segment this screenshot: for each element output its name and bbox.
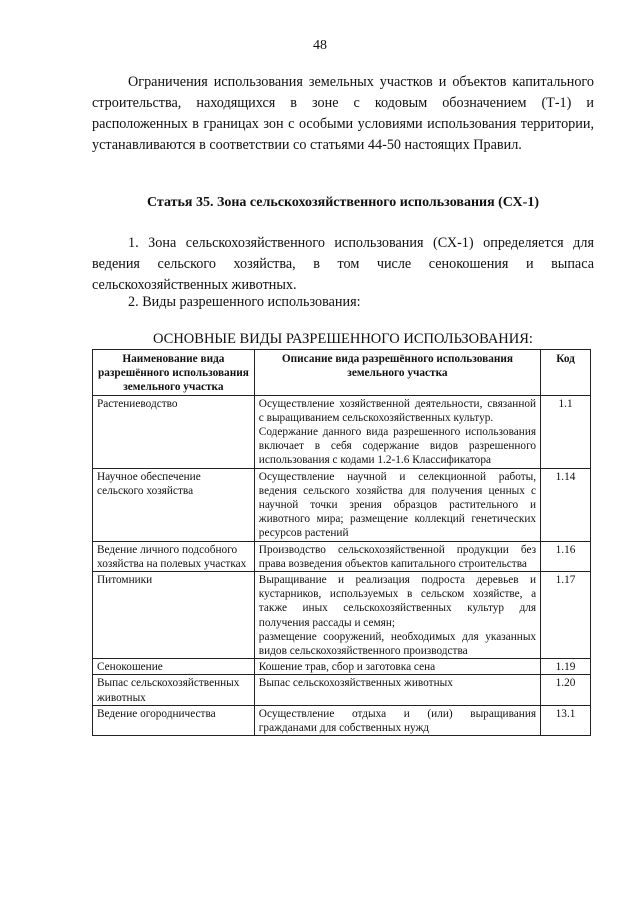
table-row [93,659,591,675]
table-row [93,541,591,571]
table-header-row [93,350,591,396]
table-title: ОСНОВНЫЕ ВИДЫ РАЗРЕШЕННОГО ИСПОЛЬЗОВАНИЯ: [153,331,533,347]
page-number: 48 [313,38,327,53]
row-code: 1.1 [541,395,591,468]
row-code: 1.14 [541,468,591,541]
article-heading: Статья 35. Зона сельскохозяйственного использования (СХ-1) [147,195,539,210]
table-row [93,675,591,705]
table-row [93,705,591,735]
row-code: 1.17 [541,572,591,659]
row-description-part: Содержание данного вида разрешенного использования включает в себя содержание видов разрешенного использования с кодами 1.2-1.6 Классификатора [258,426,537,467]
table-row [93,395,591,468]
paragraph-use-types: 2. Виды разрешенного использования: [128,294,361,310]
row-description-part: размещение сооружений, необходимых для указанных видов сельскохозяйственного производства [258,630,537,658]
row-description-part: Осуществление хозяйственной деятельности, связанной с выращиванием сельскохозяйственных культур. [258,397,537,424]
row-code: 1.19 [541,659,591,675]
row-description: Кошение трав, сбор и заготовка сена [254,659,540,675]
header-description: Описание вида разрешённого использования земельного участка [254,350,540,396]
paragraph-restrictions: Ограничения использования земельных участков и объектов капитального строительства, находящихся в зоне с кодовым обозначением (Т-1) и расположенных в границах зон с особыми условиями использования территории, устанавливаются в соответствии со статьями 44-50 настоящих Правил. [92,74,594,153]
table-row [93,572,591,659]
permitted-uses-table [92,349,591,736]
row-name: Выпас сельскохозяйственных животных [93,675,255,705]
row-code: 1.16 [541,541,591,571]
row-description: Производство сельскохозяйственной продукции без права возведения объектов капитального строительства [254,541,540,571]
row-name: Ведение личного подсобного хозяйства на полевых участках [93,541,255,571]
row-code: 1.20 [541,675,591,705]
row-code: 13.1 [541,705,591,735]
header-name: Наименование вида разрешённого использования земельного участка [93,350,255,396]
paragraph-zone-definition: 1. Зона сельскохозяйственного использования (СХ-1) определяется для ведения сельского хозяйства, в том числе сенокошения и выпаса сельскохозяйственных животных. [92,235,594,293]
row-description [254,395,540,468]
row-description: Осуществление научной и селекционной работы, ведения сельского хозяйства для получения ценных с научной точки зрения образцов растительного и животного мира; размещение коллекций генетических ресурсов растений [254,468,540,541]
row-name: Питомники [93,572,255,659]
row-description-part: Выращивание и реализация подроста деревьев и кустарников, используемых в сельском хозяйстве, а также иных сельскохозяйственных культур для получения рассады и семян; [258,574,537,629]
header-code: Код [541,350,591,396]
table-row [93,468,591,541]
row-name: Сенокошение [93,659,255,675]
row-name: Растениеводство [93,395,255,468]
row-description: Выпас сельскохозяйственных животных [254,675,540,705]
row-description [254,572,540,659]
row-name: Научное обеспечение сельского хозяйства [93,468,255,541]
row-description: Осуществление отдыха и (или) выращивания гражданами для собственных нужд [254,705,540,735]
row-name: Ведение огородничества [93,705,255,735]
